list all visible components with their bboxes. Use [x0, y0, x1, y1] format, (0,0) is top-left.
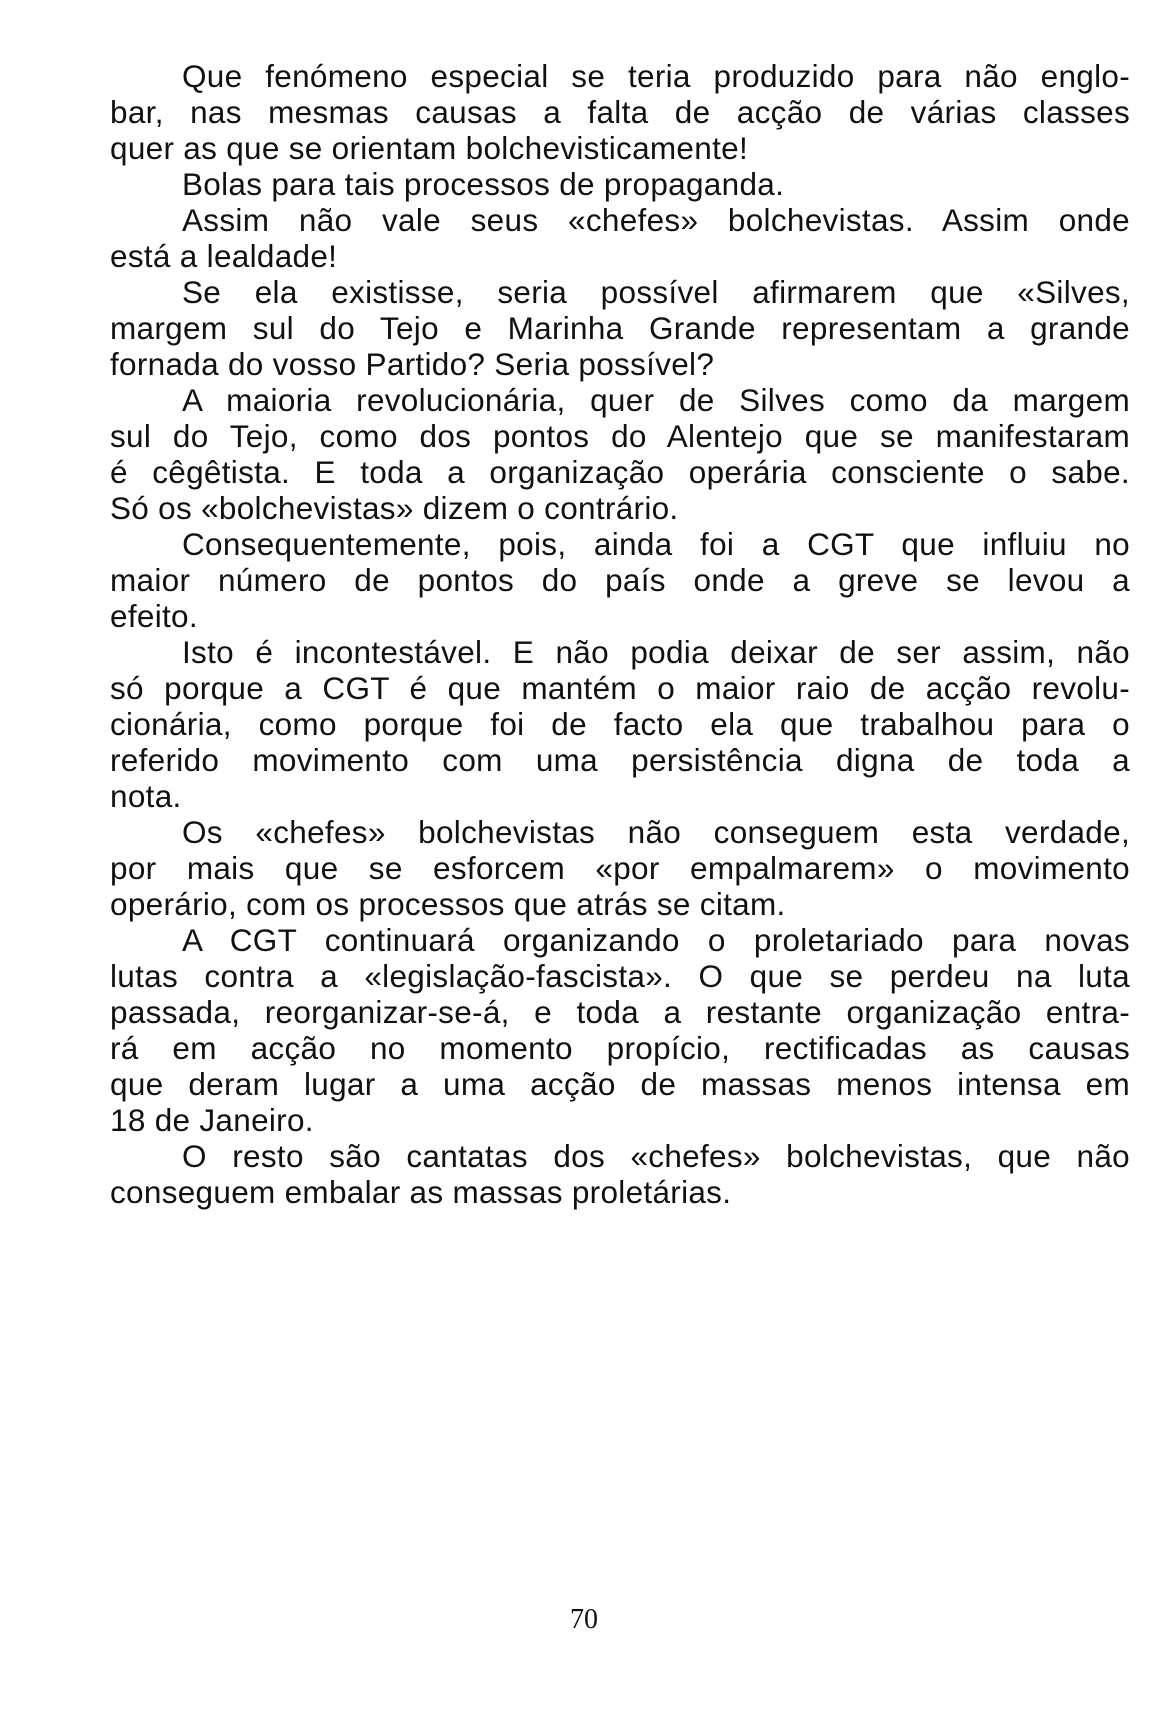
text-line: passada, reorganizar-se-á, e toda a restante organização entra- — [110, 994, 1130, 1030]
text-line: margem sul do Tejo e Marinha Grande representam a grande — [110, 310, 1130, 346]
text-line: bar, nas mesmas causas a falta de acção de várias classes — [110, 94, 1130, 130]
text-line: por mais que se esforcem «por empalmarem» o movimento — [110, 850, 1130, 886]
text-line: Bolas para tais processos de propaganda. — [182, 166, 785, 202]
text-line: O resto são cantatas dos «chefes» bolchevistas, que não — [182, 1138, 1130, 1174]
text-line: cionária, como porque foi de facto ela que trabalhou para o — [110, 706, 1130, 742]
text-line: Assim não vale seus «chefes» bolchevistas. Assim onde — [182, 202, 1130, 238]
text-line: Consequentemente, pois, ainda foi a CGT que influiu no — [182, 526, 1130, 562]
text-line: só porque a CGT é que mantém o maior raio de acção revolu- — [110, 670, 1130, 706]
text-line: rá em acção no momento propício, rectificadas as causas — [110, 1030, 1130, 1066]
text-line: Que fenómeno especial se teria produzido para não englo- — [182, 58, 1130, 94]
text-line: fornada do vosso Partido? Seria possível? — [110, 346, 715, 382]
text-line: está a lealdade! — [110, 238, 338, 274]
text-line: Os «chefes» bolchevistas não conseguem esta verdade, — [182, 814, 1130, 850]
text-line: conseguem embalar as massas proletárias. — [110, 1174, 732, 1210]
text-line: operário, com os processos que atrás se citam. — [110, 886, 786, 922]
text-line: A maioria revolucionária, quer de Silves como da margem — [182, 382, 1130, 418]
text-line: maior número de pontos do país onde a greve se levou a — [110, 562, 1130, 598]
text-line: nota. — [110, 778, 182, 814]
text-line: 18 de Janeiro. — [110, 1102, 314, 1138]
text-line: lutas contra a «legislação-fascista». O que se perdeu na luta — [110, 958, 1130, 994]
text-line: efeito. — [110, 598, 198, 634]
page-number: 70 — [570, 1604, 598, 1635]
text-line: quer as que se orientam bolchevisticamente! — [110, 130, 748, 166]
text-line: referido movimento com uma persistência digna de toda a — [110, 742, 1130, 778]
text-line: Isto é incontestável. E não podia deixar de ser assim, não — [182, 634, 1130, 670]
body-text — [110, 58, 1130, 1210]
text-line: Só os «bolchevistas» dizem o contrário. — [110, 490, 679, 526]
text-line: é cêgêtista. E toda a organização operária consciente o sabe. — [110, 454, 1130, 490]
text-line: que deram lugar a uma acção de massas menos intensa em — [110, 1066, 1130, 1102]
text-line: sul do Tejo, como dos pontos do Alentejo que se manifestaram — [110, 418, 1130, 454]
text-line: A CGT continuará organizando o proletariado para novas — [182, 922, 1130, 958]
text-line: Se ela existisse, seria possível afirmarem que «Silves, — [182, 274, 1130, 310]
